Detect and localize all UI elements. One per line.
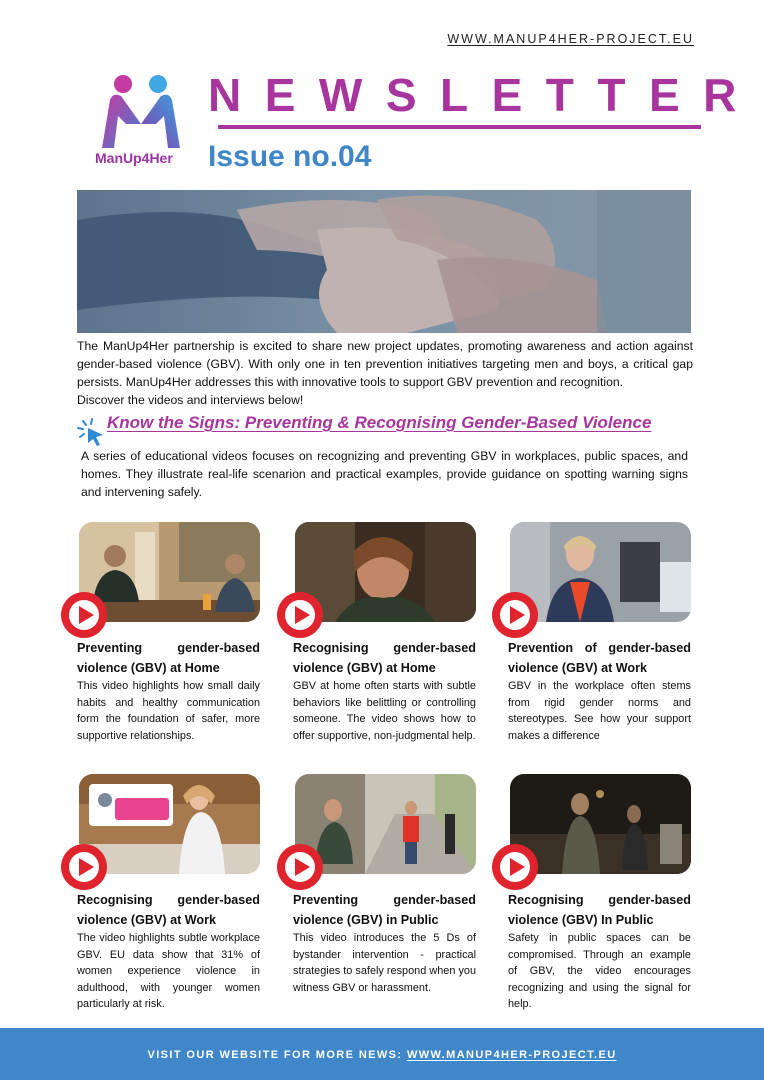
section-description: A series of educational videos focuses on recognizing and preventing GBV in workplaces, public spaces, and homes. They illustrate real-life scenarion and practical examples, provide guidance on spotting warning signs and intervening safely. xyxy=(81,449,688,499)
section-title-link[interactable]: Know the Signs: Preventing & Recognising Gender-Based Violence xyxy=(107,413,652,432)
play-button-icon[interactable] xyxy=(492,844,538,890)
footer-text xyxy=(0,1049,764,1061)
newsletter-title: NEWSLETTER xyxy=(208,69,760,121)
intro-paragraph: The ManUp4Her partnership is excited to share new project updates, promoting awareness and action against gender-based violence (GBV). With only one in ten prevention initiatives targeting men and boys, a critical gap persists. ManUp4Her addresses this with innovative tools to support GBV prevention and recognition. xyxy=(77,339,693,389)
video-title: Recognising gender-based violence (GBV) In Public xyxy=(508,893,691,927)
video-description: The video highlights subtle workplace GBV. EU data show that 31% of women experience violence in adulthood, with younger women particularly at risk. xyxy=(77,932,260,1010)
cursor-click-icon xyxy=(76,418,106,448)
footer-label: VISIT OUR WEBSITE FOR MORE NEWS: xyxy=(147,1049,407,1061)
logo-text: ManUp4Her xyxy=(95,150,173,166)
play-button-icon[interactable] xyxy=(492,592,538,638)
title-divider xyxy=(218,125,701,129)
footer-website-link[interactable]: WWW.MANUP4HER-PROJECT.EU xyxy=(406,1049,617,1061)
video-title: Recognising gender-based violence (GBV) at Work xyxy=(77,893,260,927)
video-title: Recognising gender-based violence (GBV) at Home xyxy=(293,641,476,675)
issue-number: Issue no.04 xyxy=(208,140,372,173)
play-button-icon[interactable] xyxy=(61,844,107,890)
video-title: Prevention of gender-based violence (GBV) at Work xyxy=(508,641,691,675)
video-description: GBV at home often starts with subtle behaviors like belittling or controlling someone. The video shows how to offer supportive, non-judgmental help. xyxy=(293,680,476,742)
video-title: Preventing gender-based violence (GBV) in Public xyxy=(293,893,476,927)
play-button-icon[interactable] xyxy=(277,592,323,638)
hero-image-hands xyxy=(77,190,691,333)
video-description: This video highlights how small daily habits and healthy communication form the foundation of safer, more supportive relationships. xyxy=(77,680,260,742)
play-button-icon[interactable] xyxy=(61,592,107,638)
intro-text xyxy=(77,337,693,409)
intro-cta: Discover the videos and interviews below! xyxy=(77,393,304,407)
play-button-icon[interactable] xyxy=(277,844,323,890)
website-link[interactable]: WWW.MANUP4HER-PROJECT.EU xyxy=(447,32,694,46)
video-description: GBV in the workplace often stems from rigid gender norms and stereotypes. See how your support makes a difference xyxy=(508,680,691,742)
video-description: Safety in public spaces can be compromised. Through an example of GBV, the video encourages recognizing and using the signal for help. xyxy=(508,932,691,1010)
video-description: This video introduces the 5 Ds of bystander intervention - practical strategies to safely respond when you witness GBV or harassment. xyxy=(293,932,476,994)
video-title: Preventing gender-based violence (GBV) at Home xyxy=(77,641,260,675)
